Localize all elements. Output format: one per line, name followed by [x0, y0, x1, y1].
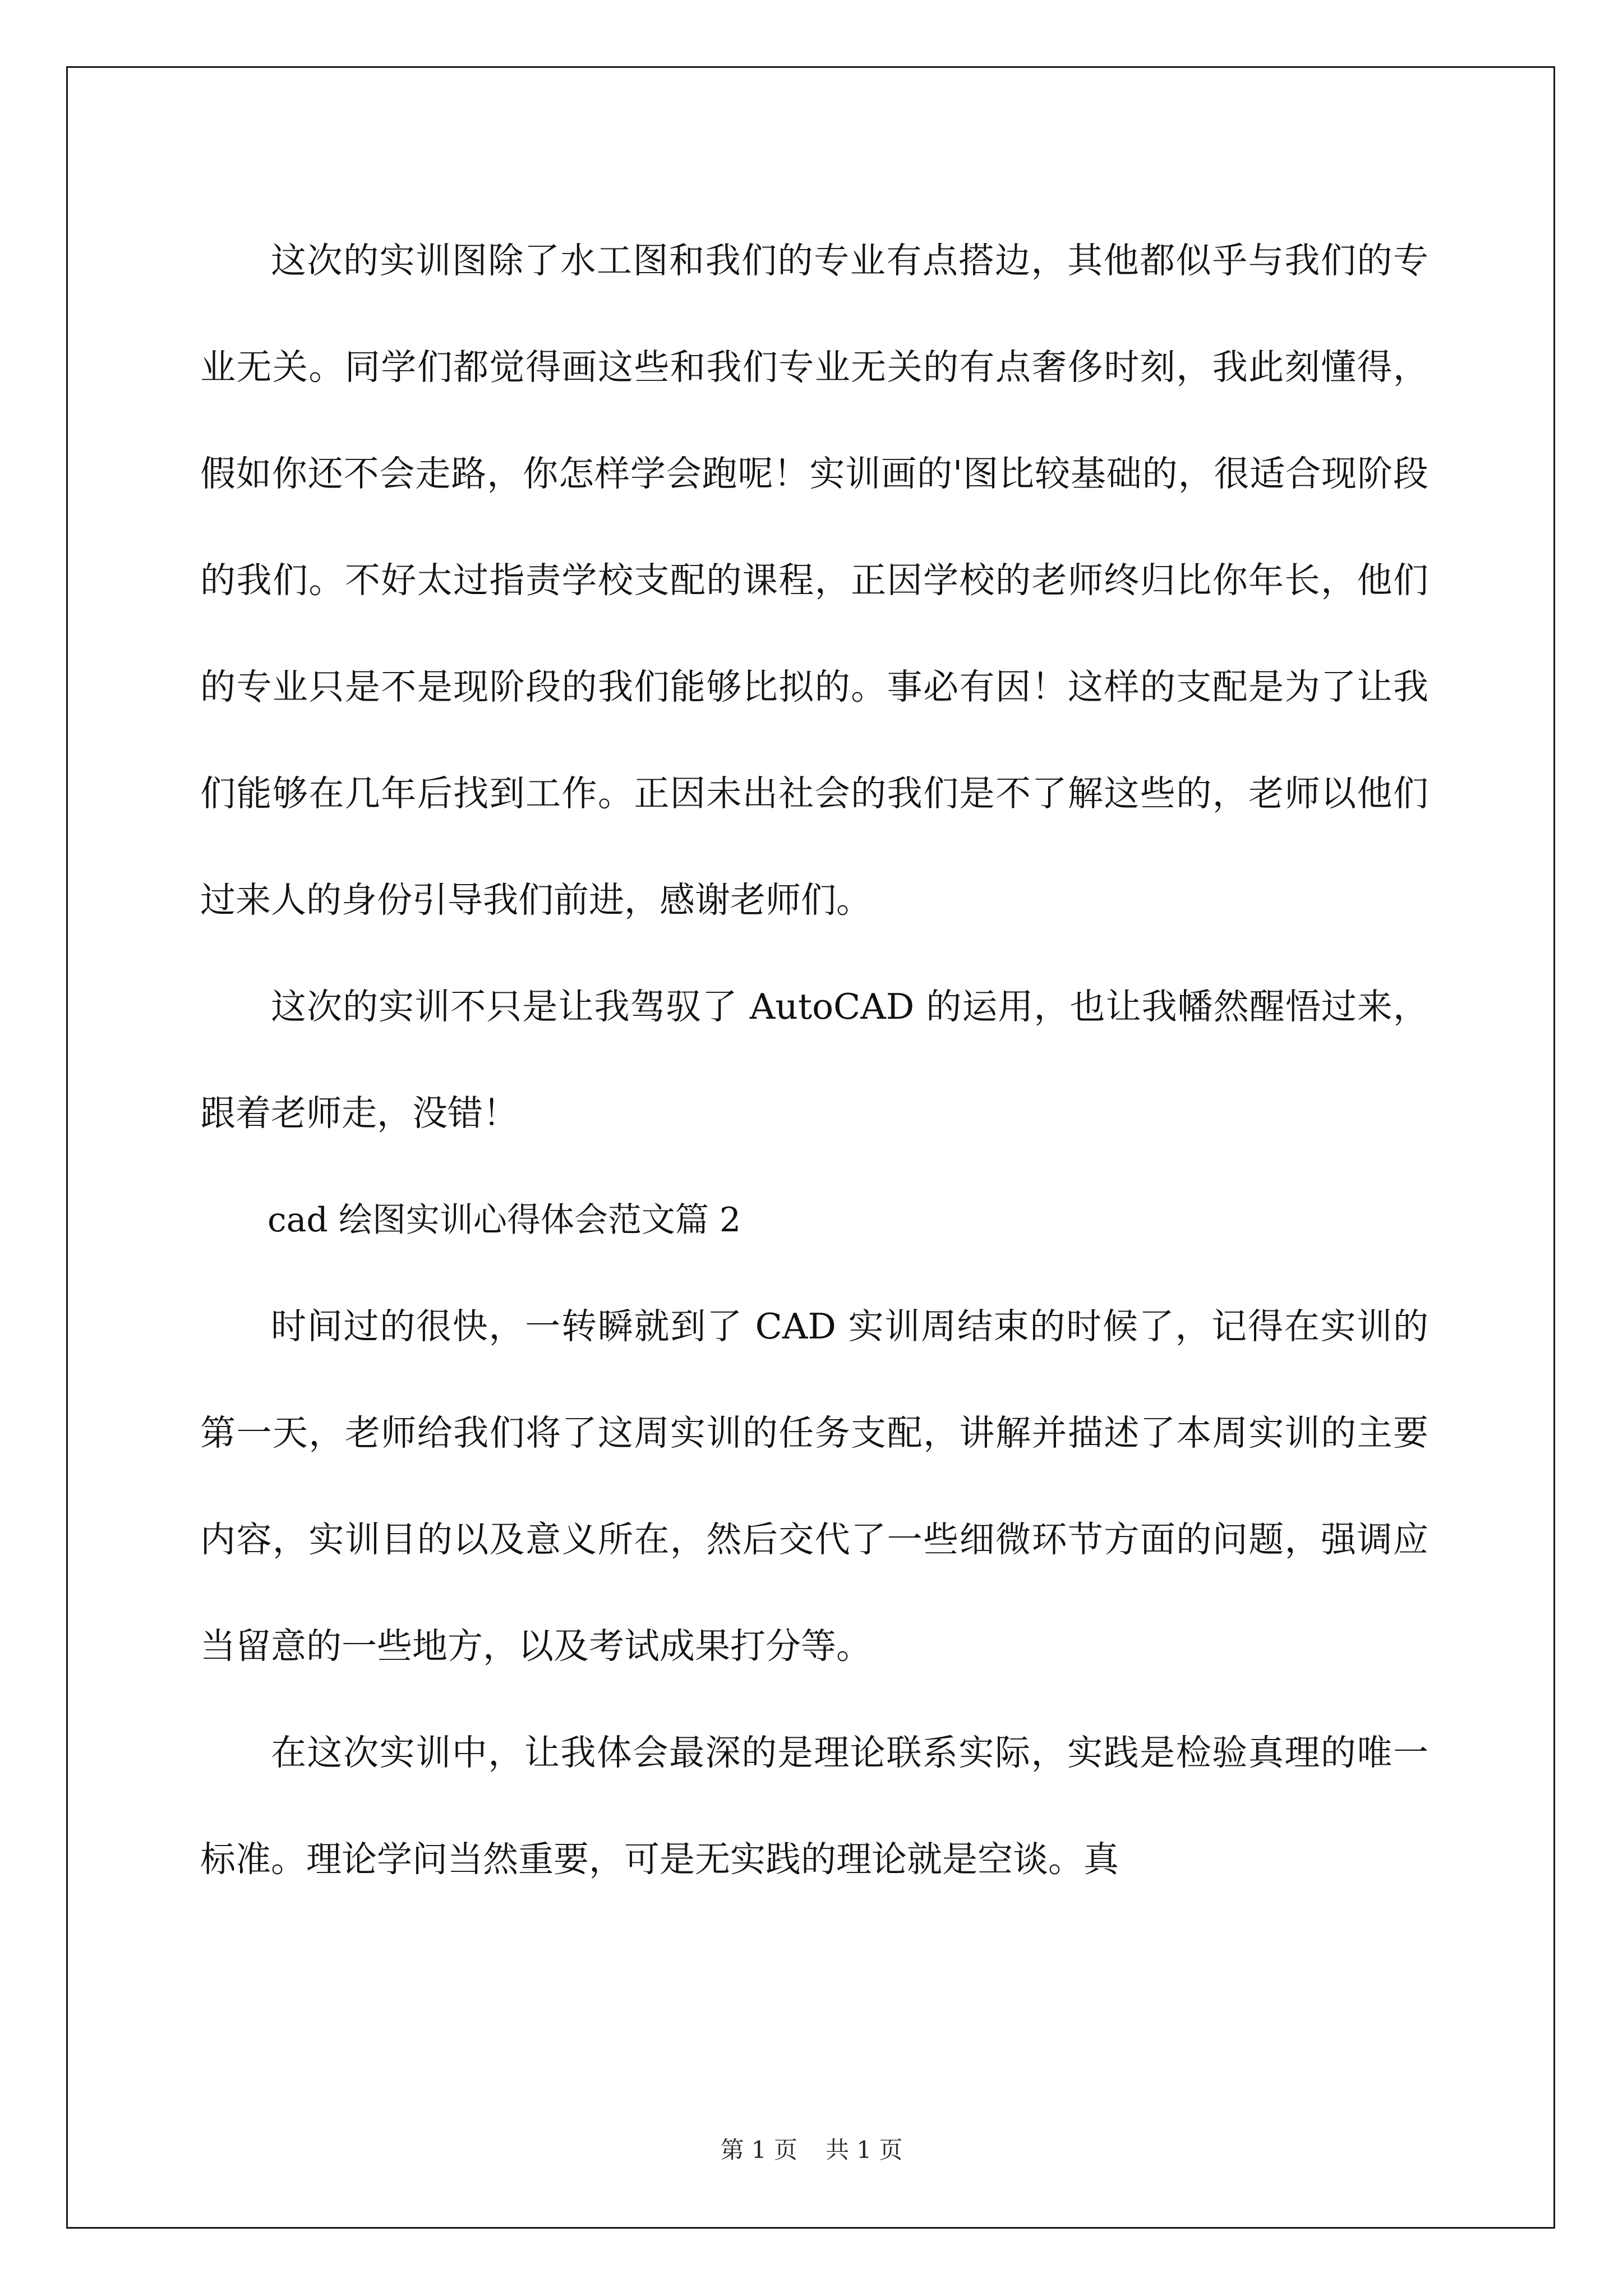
page-footer [0, 2132, 1623, 2165]
paragraph: 这次的实训图除了水工图和我们的专业有点搭边，其他都似乎与我们的专业无关。同学们都觉得画这些和我们专业无关的有点奢侈时刻，我此刻懂得，假如你还不会走路，你怎样学会跑呢！实训画的'图比较基础的，很适合现阶段的我们。不好太过指责学校支配的课程，正因学校的老师终归比你年长，他们的专业只是不是现阶段的我们能够比拟的。事必有因！这样的支配是为了让我们能够在几年后找到工作。正因未出社会的我们是不了解这些的，老师以他们过来人的身份引导我们前进，感谢老师们。 [200, 240, 1428, 921]
paragraph: 这次的实训不只是让我驾驭了 AutoCAD 的运用，也让我幡然醒悟过来，跟着老师走，没错！ [200, 986, 1428, 1134]
page-total: 共 1 页 [826, 2136, 903, 2164]
section-heading: cad 绘图实训心得体会范文篇 2 [268, 1200, 741, 1240]
page-number: 第 1 页 [720, 2136, 797, 2164]
paragraph: 在这次实训中，让我体会最深的是理论联系实际，实践是检验真理的唯一标准。理论学问当然重要，可是无实践的理论就是空谈。真 [200, 1732, 1428, 1880]
paragraph: 时间过的很快，一转瞬就到了 CAD 实训周结束的时候了，记得在实训的第一天，老师给我们将了这周实训的任务支配，讲解并描述了本周实训的主要内容，实训目的以及意义所在，然后交代了一些细微环节方面的问题，强调应当留意的一些地方，以及考试成果打分等。 [200, 1306, 1428, 1667]
document-body [200, 208, 1428, 1913]
